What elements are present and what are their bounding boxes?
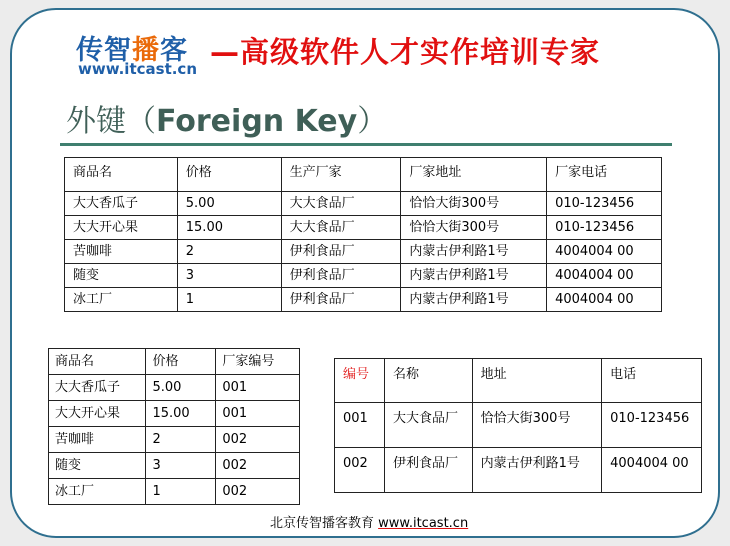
cell: 恰恰大街300号 [401, 216, 547, 240]
header-cell: 厂家电话 [547, 158, 662, 192]
cell: 5.00 [177, 192, 281, 216]
cell: 苦咖啡 [49, 427, 146, 453]
cell: 随变 [65, 264, 178, 288]
cell: 002 [216, 453, 300, 479]
cell: 内蒙古伊利路1号 [401, 240, 547, 264]
cell: 内蒙古伊利路1号 [401, 288, 547, 312]
slide-title [66, 96, 387, 140]
table-header-row [335, 359, 702, 403]
cell: 大大食品厂 [384, 403, 472, 448]
cell: 1 [177, 288, 281, 312]
cell: 15.00 [146, 401, 216, 427]
table-header-row [49, 349, 300, 375]
cell: 001 [216, 375, 300, 401]
cell: 大大开心果 [49, 401, 146, 427]
cell: 001 [216, 401, 300, 427]
cell: 3 [177, 264, 281, 288]
table-row [49, 479, 300, 505]
header-cell: 商品名 [49, 349, 146, 375]
cell: 恰恰大街300号 [401, 192, 547, 216]
cell: 010-123456 [547, 216, 662, 240]
cell: 冰工厂 [49, 479, 146, 505]
header-cell: 地址 [472, 359, 602, 403]
table-row [49, 453, 300, 479]
table-row [335, 403, 702, 448]
logo-text-3: 客 [160, 35, 188, 66]
cell: 010-123456 [602, 403, 702, 448]
header-cell: 生产厂家 [281, 158, 401, 192]
primary-key-header: 编号 [335, 359, 385, 403]
cell: 002 [335, 448, 385, 493]
table-row [65, 240, 662, 264]
header-cell: 商品名 [65, 158, 178, 192]
header-cell: 厂家地址 [401, 158, 547, 192]
slogan: —高级软件人才实作培训专家 [210, 35, 601, 69]
cell: 大大食品厂 [281, 216, 401, 240]
cell: 2 [146, 427, 216, 453]
footer [270, 512, 468, 531]
table-row [65, 192, 662, 216]
cell: 伊利食品厂 [281, 288, 401, 312]
title-english: Foreign Key [156, 104, 358, 139]
table-row [49, 427, 300, 453]
cell: 大大开心果 [65, 216, 178, 240]
cell: 4004004 00 [547, 288, 662, 312]
title-divider [60, 143, 672, 146]
table-row [49, 401, 300, 427]
cell: 苦咖啡 [65, 240, 178, 264]
header-cell: 名称 [384, 359, 472, 403]
cell: 2 [177, 240, 281, 264]
table-row [65, 264, 662, 288]
cell: 内蒙古伊利路1号 [401, 264, 547, 288]
logo-text-1: 传智 [76, 35, 132, 66]
header-cell: 电话 [602, 359, 702, 403]
cell: 冰工厂 [65, 288, 178, 312]
header-cell: 厂家编号 [216, 349, 300, 375]
table-header-row [65, 158, 662, 192]
cell: 4004004 00 [602, 448, 702, 493]
table-row [49, 375, 300, 401]
products-table [48, 348, 300, 505]
cell: 002 [216, 427, 300, 453]
cell: 大大香瓜子 [49, 375, 146, 401]
footer-link[interactable]: www.itcast.cn [378, 516, 469, 531]
combined-products-table [64, 157, 662, 312]
title-suffix: ） [357, 104, 388, 139]
cell: 伊利食品厂 [281, 240, 401, 264]
table-row [65, 288, 662, 312]
cell: 3 [146, 453, 216, 479]
title-prefix: 外键（ [66, 104, 156, 139]
cell: 1 [146, 479, 216, 505]
cell: 4004004 00 [547, 240, 662, 264]
cell: 15.00 [177, 216, 281, 240]
cell: 随变 [49, 453, 146, 479]
footer-text: 北京传智播客教育 [270, 516, 379, 531]
logo-text-2: 播 [132, 35, 160, 66]
table-row [335, 448, 702, 493]
factories-table [334, 358, 702, 493]
cell: 大大香瓜子 [65, 192, 178, 216]
cell: 5.00 [146, 375, 216, 401]
table-row [65, 216, 662, 240]
cell: 内蒙古伊利路1号 [472, 448, 602, 493]
cell: 伊利食品厂 [384, 448, 472, 493]
logo-url: www.itcast.cn [78, 60, 198, 78]
cell: 伊利食品厂 [281, 264, 401, 288]
header-cell: 价格 [177, 158, 281, 192]
cell: 4004004 00 [547, 264, 662, 288]
cell: 001 [335, 403, 385, 448]
header-cell: 价格 [146, 349, 216, 375]
cell: 恰恰大街300号 [472, 403, 602, 448]
cell: 002 [216, 479, 300, 505]
cell: 大大食品厂 [281, 192, 401, 216]
cell: 010-123456 [547, 192, 662, 216]
